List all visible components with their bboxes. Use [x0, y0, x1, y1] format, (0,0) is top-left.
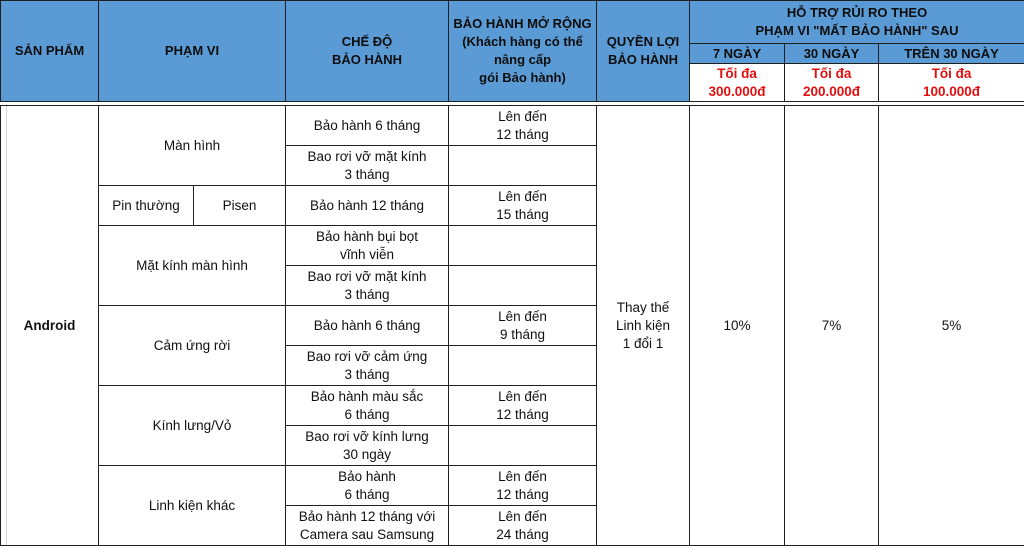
- scope-other-parts: Linh kiện khác: [99, 466, 286, 546]
- header-extended-warranty: BẢO HÀNH MỞ RỘNG (Khách hàng có thể nâng cấp gói Bảo hành): [449, 1, 597, 102]
- scope-pisen: Pisen: [194, 186, 286, 226]
- support-over-30-days: 5%: [879, 106, 1024, 546]
- table-row: [1, 106, 1024, 146]
- scope-touch: Cảm ứng rời: [99, 306, 286, 386]
- mode-cell: Bảo hành 6 tháng: [286, 106, 449, 146]
- mode-cell: Bảo hành 12 tháng với Camera sau Samsung: [286, 506, 449, 546]
- mode-cell: Bao rơi vỡ mặt kính 3 tháng: [286, 146, 449, 186]
- extended-cell-empty: [449, 226, 597, 266]
- header-period-30-days: 30 NGÀY: [785, 44, 879, 64]
- mode-cell: Bao rơi vỡ cảm ứng 3 tháng: [286, 346, 449, 386]
- extended-cell: Lên đến 15 tháng: [449, 186, 597, 226]
- limit-7-days: Tối đa 300.000đ: [690, 64, 785, 102]
- extended-cell-empty: [449, 346, 597, 386]
- header-scope: PHẠM VI: [99, 1, 286, 102]
- header-risk-support: HỖ TRỢ RỦI RO THEO PHẠM VI "MẤT BẢO HÀNH" SAU: [690, 1, 1024, 44]
- header-product: SẢN PHẨM: [1, 1, 99, 102]
- extended-cell-empty: [449, 146, 597, 186]
- benefit-cell: Thay thế Linh kiện 1 đổi 1: [597, 106, 690, 546]
- mode-cell: Bảo hành bụi bọt vĩnh viễn: [286, 226, 449, 266]
- extended-cell-empty: [449, 426, 597, 466]
- header-warranty-benefit: QUYỀN LỢI BẢO HÀNH: [597, 1, 690, 102]
- extended-cell-empty: [449, 266, 597, 306]
- limit-30-days: Tối đa 200.000đ: [785, 64, 879, 102]
- mode-cell: Bao rơi vỡ kính lưng 30 ngày: [286, 426, 449, 466]
- scope-battery: Pin thường: [99, 186, 194, 226]
- mode-cell: Bảo hành 6 tháng: [286, 466, 449, 506]
- mode-cell: Bảo hành 6 tháng: [286, 306, 449, 346]
- product-cell: Android: [1, 106, 99, 546]
- header-row: [1, 1, 1024, 44]
- extended-cell: Lên đến 12 tháng: [449, 386, 597, 426]
- header-warranty-mode: CHẾ ĐỘ BẢO HÀNH: [286, 1, 449, 102]
- mode-cell: Bao rơi vỡ mặt kính 3 tháng: [286, 266, 449, 306]
- header-period-over-30-days: TRÊN 30 NGÀY: [879, 44, 1024, 64]
- extended-cell: Lên đến 12 tháng: [449, 466, 597, 506]
- limit-over-30-days: Tối đa 100.000đ: [879, 64, 1024, 102]
- extended-cell: Lên đến 12 tháng: [449, 106, 597, 146]
- extended-cell: Lên đến 24 tháng: [449, 506, 597, 546]
- scope-screen: Màn hình: [99, 106, 286, 186]
- support-7-days: 10%: [690, 106, 785, 546]
- extended-cell: Lên đến 9 tháng: [449, 306, 597, 346]
- header-period-7-days: 7 NGÀY: [690, 44, 785, 64]
- mode-cell: Bảo hành màu sắc 6 tháng: [286, 386, 449, 426]
- scope-back-glass: Kính lưng/Vỏ: [99, 386, 286, 466]
- support-30-days: 7%: [785, 106, 879, 546]
- scope-screen-glass: Mặt kính màn hình: [99, 226, 286, 306]
- mode-cell: Bảo hành 12 tháng: [286, 186, 449, 226]
